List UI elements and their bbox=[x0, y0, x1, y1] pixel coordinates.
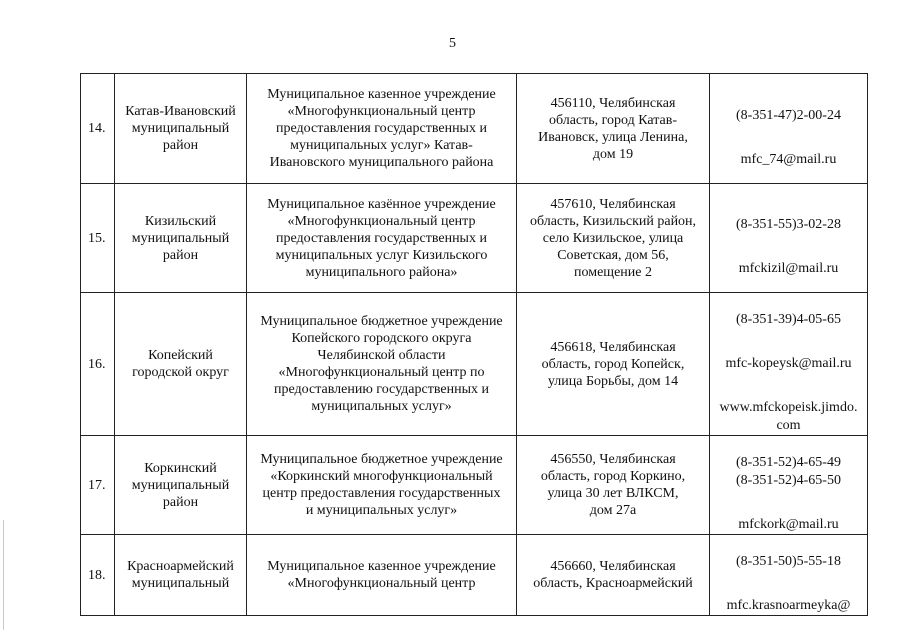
phone-text: (8-351-55)3-02-28 bbox=[736, 217, 841, 232]
phone-text: (8-351-50)5-55-18 bbox=[736, 554, 841, 569]
scan-margin-line bbox=[3, 520, 4, 630]
address-cell: 456618, Челябинская область, город Копейск, улица Борьбы, дом 14 bbox=[517, 293, 710, 436]
table-row bbox=[81, 184, 868, 293]
table-row bbox=[81, 293, 868, 436]
phone-text: (8-351-47)2-00-24 bbox=[736, 107, 841, 123]
email-link[interactable]: mfc_74@mail.ru bbox=[740, 151, 837, 167]
page-number: 5 bbox=[449, 36, 456, 51]
email-link[interactable]: mfc-kopeysk@mail.ru bbox=[725, 356, 852, 371]
address-cell: 457610, Челябинская область, Кизильский район, село Кизильское, улица Советская, дом 56, помещение 2 bbox=[517, 184, 710, 293]
institution-cell: Муниципальное бюджетное учреждение «Коркинский многофункциональный центр предоставления государственных и муниципальных услуг» bbox=[247, 436, 517, 535]
email-link[interactable]: mfckizil@mail.ru bbox=[738, 261, 839, 276]
contacts-cell bbox=[710, 74, 868, 184]
district-cell: Красноармейский муниципальный bbox=[115, 535, 247, 616]
address-cell: 456550, Челябинская область, город Коркино, улица 30 лет ВЛКСМ, дом 27а bbox=[517, 436, 710, 535]
district-cell: Кизильский муниципальный район bbox=[115, 184, 247, 293]
mfc-table bbox=[80, 73, 868, 616]
row-number: 17. bbox=[81, 436, 115, 535]
phone-text: (8-351-39)4-05-65 bbox=[736, 312, 841, 327]
contacts-cell bbox=[710, 184, 868, 293]
address-cell: 456110, Челябинская область, город Катав- Ивановск, улица Ленина, дом 19 bbox=[517, 74, 710, 184]
institution-cell: Муниципальное казенное учреждение «Многофункциональный центр предоставления государственных и муниципальных услуг» Катав- Ивановского муниципального района bbox=[247, 74, 517, 184]
institution-cell: Муниципальное бюджетное учреждение Копейского городского округа Челябинской области «Многофункциональный центр по предоставлению государственных и муниципальных услуг» bbox=[247, 293, 517, 436]
district-cell: Катав-Ивановский муниципальный район bbox=[115, 74, 247, 184]
district-cell: Коркинский муниципальный район bbox=[115, 436, 247, 535]
contacts-cell bbox=[710, 436, 868, 535]
district-cell: Копейский городской округ bbox=[115, 293, 247, 436]
phone-text: (8-351-52)4-65-49 (8-351-52)4-65-50 bbox=[736, 455, 841, 488]
website-link[interactable]: www.mfckopeisk.jimdo. com bbox=[719, 400, 858, 433]
institution-cell: Муниципальное казенное учреждение «Многофункциональный центр bbox=[247, 535, 517, 616]
contacts-cell bbox=[710, 535, 868, 616]
row-number: 14. bbox=[81, 74, 115, 184]
row-number: 15. bbox=[81, 184, 115, 293]
table-row bbox=[81, 74, 868, 184]
table-row bbox=[81, 535, 868, 616]
address-cell: 456660, Челябинская область, Красноармейский bbox=[517, 535, 710, 616]
email-link[interactable]: mfckork@mail.ru bbox=[738, 517, 839, 532]
email-link[interactable]: mfc.krasnoarmeyka@ bbox=[726, 598, 851, 613]
contacts-cell bbox=[710, 293, 868, 436]
table-row bbox=[81, 436, 868, 535]
row-number: 18. bbox=[81, 535, 115, 616]
institution-cell: Муниципальное казённое учреждение «Многофункциональный центр предоставления государственных и муниципальных услуг Кизильского муниципального района» bbox=[247, 184, 517, 293]
row-number: 16. bbox=[81, 293, 115, 436]
